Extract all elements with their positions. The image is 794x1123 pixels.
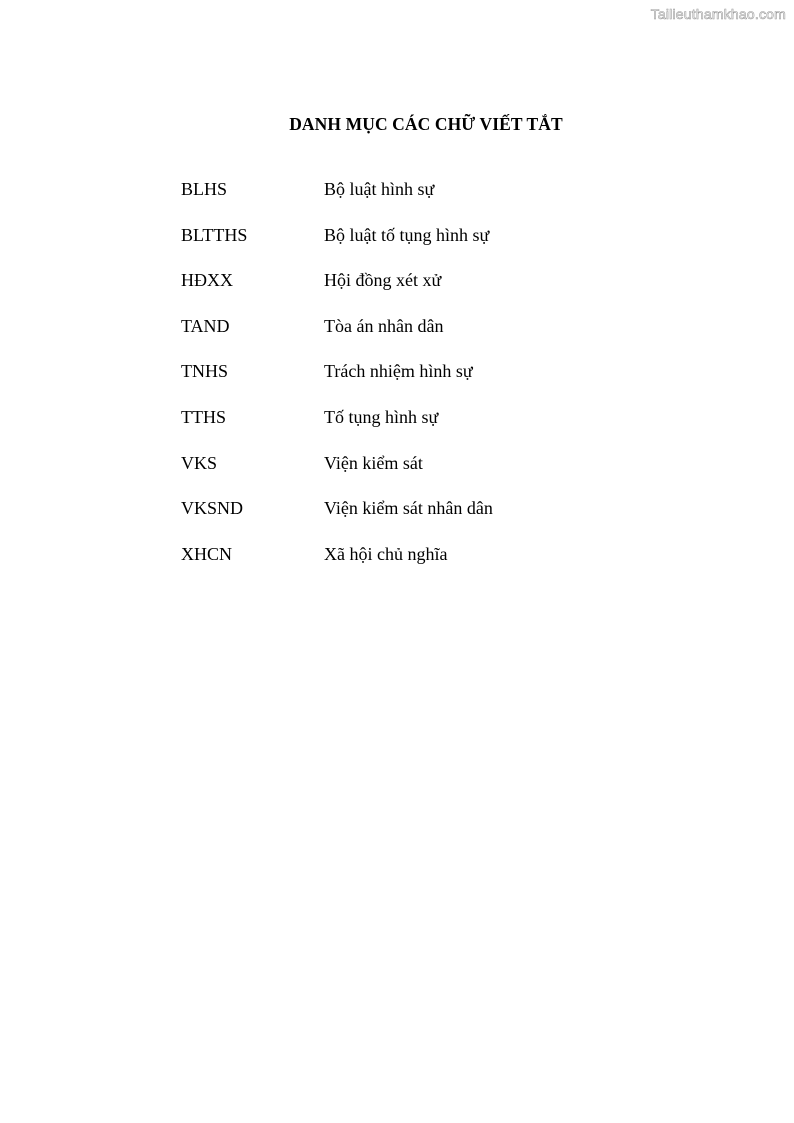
abbreviation-meaning: Hội đồng xét xử (324, 270, 442, 291)
abbreviation-row (181, 404, 681, 450)
abbreviation-code: TTHS (181, 406, 226, 427)
abbreviation-meaning: Tố tụng hình sự (324, 406, 439, 427)
abbreviation-code: TNHS (181, 361, 229, 382)
abbreviation-row (181, 358, 681, 404)
abbreviation-code: BLTTHS (181, 224, 248, 245)
abbreviation-meaning: Trách nhiệm hình sự (324, 361, 473, 382)
abbreviation-row (181, 176, 681, 222)
watermark-text: Tailieuthamkhao.com (650, 6, 786, 22)
abbreviation-meaning: Bộ luật tố tụng hình sự (324, 224, 490, 245)
abbreviation-row (181, 222, 681, 268)
abbreviation-meaning: Viện kiểm sát nhân dân (324, 498, 493, 519)
abbreviation-code: BLHS (181, 179, 228, 199)
abbreviation-row (181, 267, 681, 313)
abbreviation-row (181, 450, 681, 496)
abbreviation-meaning: Xã hội chủ nghĩa (324, 543, 448, 564)
abbreviation-list (181, 176, 681, 586)
abbreviation-meaning: Viện kiểm sát (324, 452, 423, 473)
abbreviation-row (181, 541, 681, 587)
abbreviation-code: XHCN (181, 543, 233, 564)
abbreviation-meaning: Tòa án nhân dân (324, 315, 444, 336)
abbreviation-code: VKSND (181, 498, 244, 519)
abbreviation-row (181, 313, 681, 359)
page-title: DANH MỤC CÁC CHỮ VIẾT TẮT (289, 114, 563, 134)
abbreviation-code: TAND (181, 315, 230, 336)
abbreviation-meaning: Bộ luật hình sự (324, 179, 435, 199)
abbreviation-row (181, 495, 681, 541)
abbreviation-code: HĐXX (181, 270, 233, 291)
abbreviation-code: VKS (181, 452, 218, 473)
